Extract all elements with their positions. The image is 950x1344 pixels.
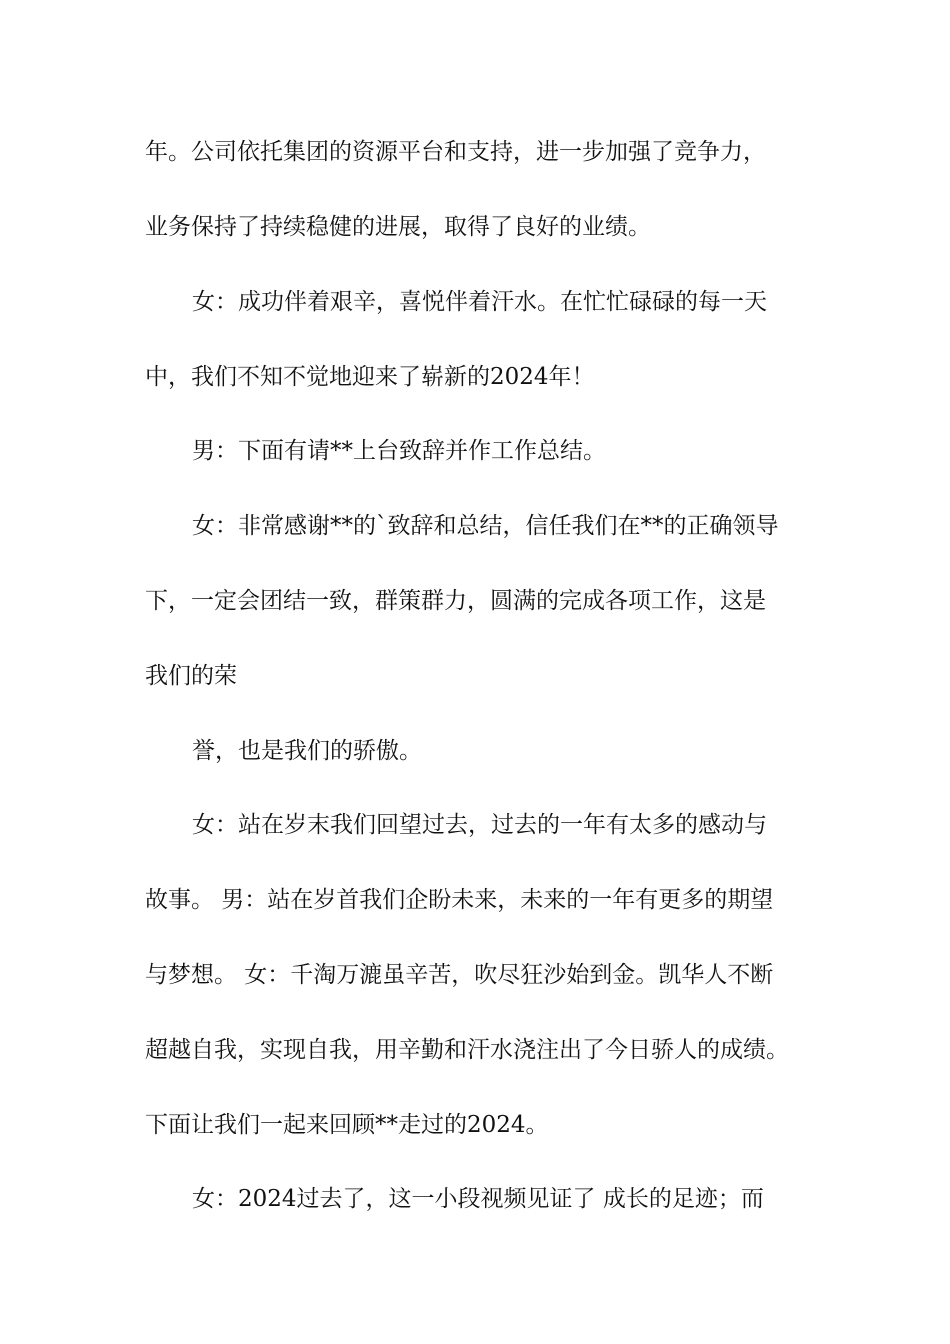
text-line: 超越自我，实现自我，用辛勤和汗水浇注出了今日骄人的成绩。 [145,1037,789,1063]
text-line: 下面让我们一起来回顾**走过的2024。 [145,1112,549,1138]
text-line: 与梦想。 女：千淘万漉虽辛苦，吹尽狂沙始到金。凯华人不断 [145,962,774,988]
text-line: 我们的荣 [145,663,237,689]
text-line: 女：2024过去了，这一小段视频见证了 成长的足迹；而 [192,1186,764,1212]
text-line: 故事。 男：站在岁首我们企盼未来，未来的一年有更多的期望 [145,887,774,913]
text-line: 男：下面有请**上台致辞并作工作总结。 [192,438,606,464]
text-line: 女：成功伴着艰辛，喜悦伴着汗水。在忙忙碌碌的每一天 [192,289,767,315]
text-line: 业务保持了持续稳健的进展，取得了良好的业绩。 [145,214,651,240]
text-line: 下，一定会团结一致，群策群力，圆满的完成各项工作，这是 [145,588,766,614]
text-line: 中，我们不知不觉地迎来了崭新的2024年！ [145,364,595,390]
text-line: 女：站在岁末我们回望过去，过去的一年有太多的感动与 [192,812,767,838]
text-line: 誉，也是我们的骄傲。 [192,738,422,764]
text-line: 女：非常感谢**的`致辞和总结，信任我们在**的正确领导 [192,513,779,539]
text-line: 年。公司依托集团的资源平台和支持，进一步加强了竞争力， [145,139,766,165]
